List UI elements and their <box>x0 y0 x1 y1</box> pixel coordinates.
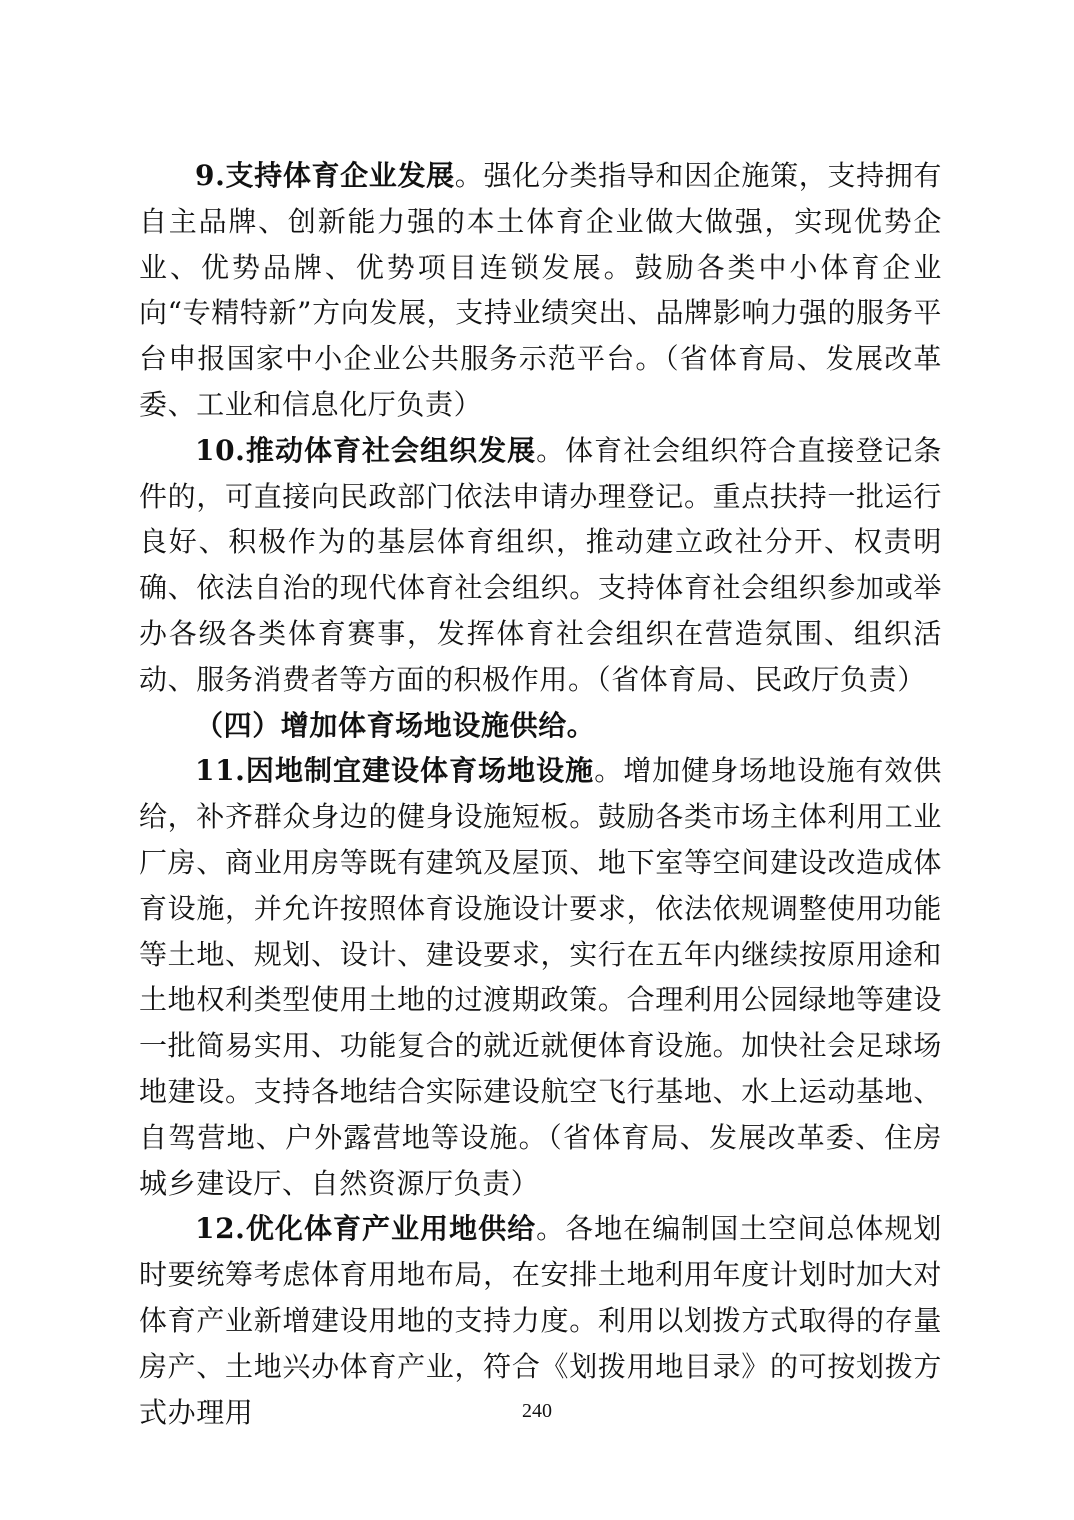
paragraph-11 <box>139 748 942 1206</box>
paragraph-9 <box>139 153 942 428</box>
paragraph-12-lead: 12.优化体育产业用地供给 <box>195 1212 537 1246</box>
paragraph-10-body: 。体育社会组织符合直接登记条件的，可直接向民政部门依法申请办理登记。重点扶持一批运行良好、积极作为的基层体育组织，推动建立政社分开、权责明确、依法自治的现代体育社会组织。支持体育社会组织参加或举办各级各类体育赛事，发挥体育社会组织在营造氛围、组织活动、服务消费者等方面的积极作用。（省体育局、民政厅负责） <box>139 433 943 696</box>
paragraph-10 <box>139 428 942 703</box>
paragraph-9-lead: 9.支持体育企业发展 <box>195 159 455 192</box>
section-heading: （四）增加体育场地设施供给。 <box>195 708 596 742</box>
paragraph-12-body: 。各地在编制国土空间总体规划时要统筹考虑体育用地布局，在安排土地利用年度计划时加大对体育产业新增建设用地的支持力度。利用以划拨方式取得的存量房产、土地兴办体育产业，符合《划拨用地目录》的可按划拨方式办理用 <box>139 1212 943 1429</box>
page-number: 240 <box>522 1400 552 1422</box>
paragraph-11-lead: 11.因地制宜建设体育场地设施 <box>195 754 595 788</box>
paragraph-11-body: 。增加健身场地设施有效供给，补齐群众身边的健身设施短板。鼓励各类市场主体利用工业厂房、商业用房等既有建筑及屋顶、地下室等空间建设改造成体育设施，并允许按照体育设施设计要求，依法依规调整使用功能等土地、规划、设计、建设要求，实行在五年内继续按原用途和土地权利类型使用土地的过渡期政策。合理利用公园绿地等建设一批简易实用、功能复合的就近就便体育设施。加快社会足球场地建设。支持各地结合实际建设航空飞行基地、水上运动基地、自驾营地、户外露营地等设施。（省体育局、发展改革委、住房城乡建设厅、自然资源厅负责） <box>139 754 943 1200</box>
document-page <box>139 153 942 1435</box>
paragraph-10-lead: 10.推动体育社会组织发展 <box>195 433 537 467</box>
paragraph-9-body: 。强化分类指导和因企施策，支持拥有自主品牌、创新能力强的本土体育企业做大做强，实现优势企业、优势品牌、优势项目连锁发展。鼓励各类中小体育企业向“专精特新”方向发展，支持业绩突出、品牌影响力强的服务平台申报国家中小企业公共服务示范平台。（省体育局、发展改革委、工业和信息化厅负责） <box>139 159 942 421</box>
